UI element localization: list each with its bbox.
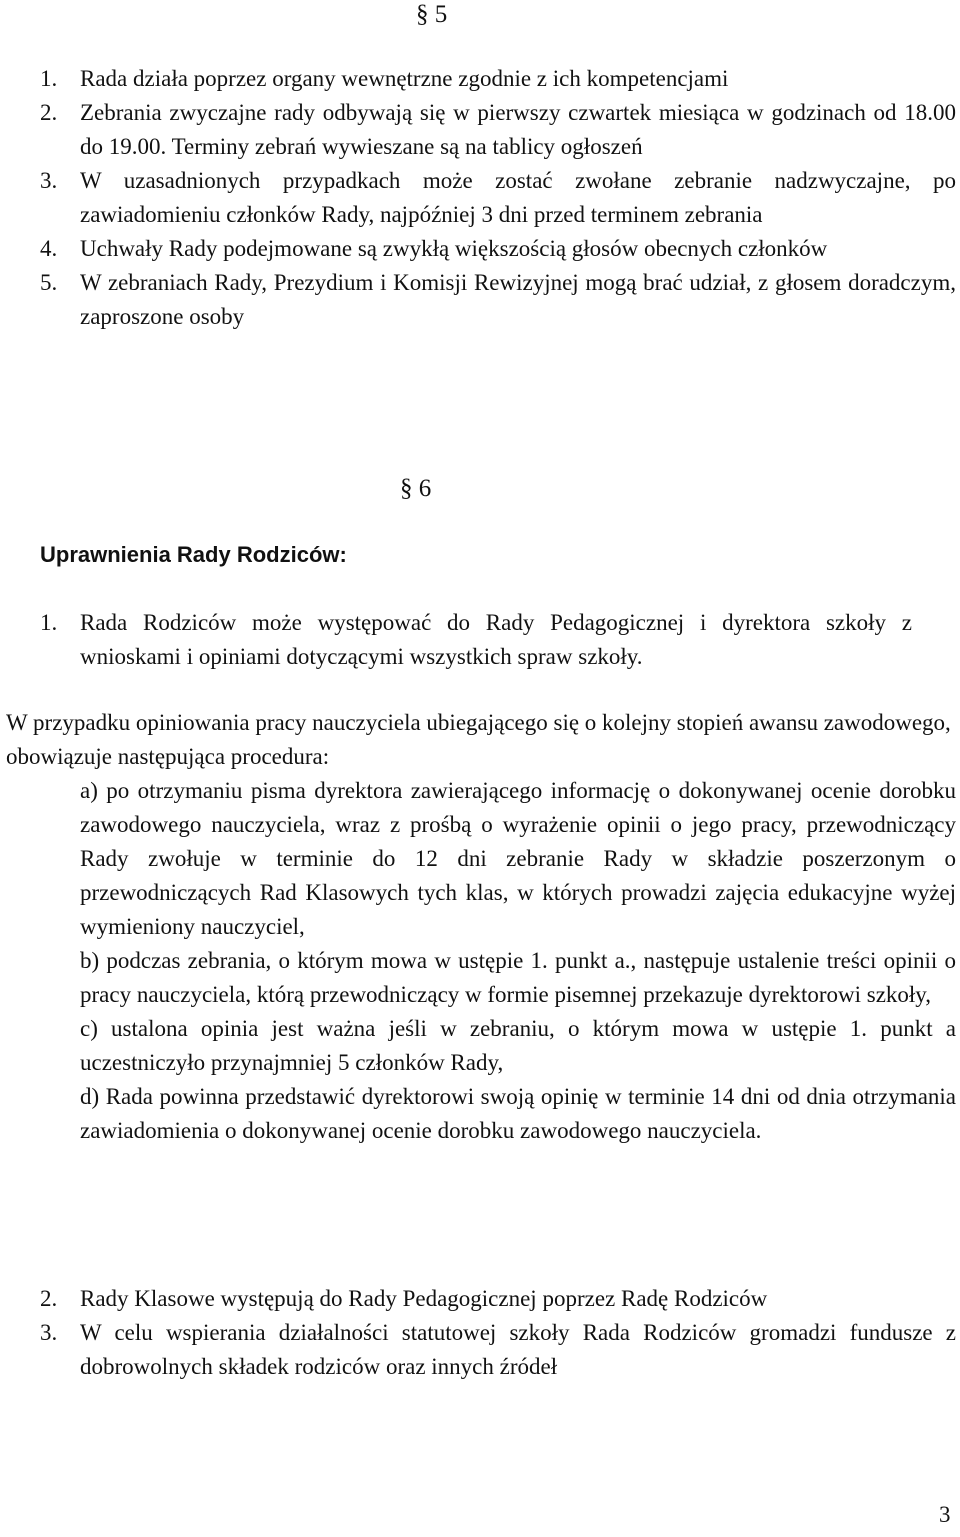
procedure-list (80, 774, 956, 1148)
item-text: W uzasadnionych przypadkach może zostać zwołane zebranie nadzwyczajne, po zawiadomieniu członków Rady, najpóźniej 3 dni przed terminem zebrania (80, 168, 956, 227)
item-number: 3. (40, 1320, 58, 1345)
list-item (40, 96, 956, 164)
procedure-item: d) Rada powinna przedstawić dyrektorowi swoją opinię w terminie 14 dni od dnia otrzymania zawiadomienia o dokonywanej ocenie dorobku zawodowego nauczyciela. (80, 1084, 956, 1143)
list-item (40, 266, 956, 334)
item-text: W zebraniach Rady, Prezydium i Komisji Rewizyjnej mogą brać udział, z głosem doradczym, zaproszone osoby (80, 270, 956, 329)
section-6-list-part2 (40, 1282, 956, 1384)
item-text: Zebrania zwyczajne rady odbywają się w pierwszy czwartek miesiąca w godzinach od 18.00 do 19.00. Terminy zebrań wywieszane są na tablicy ogłoszeń (80, 100, 956, 159)
item-text: Rada Rodziców może występować do Rady Pedagogicznej i dyrektora szkoły z wnioskami i opiniami dotyczącymi wszystkich spraw szkoły. (80, 610, 912, 669)
list-item (40, 606, 912, 674)
item-text: Uchwały Rady podejmowane są zwykłą większością głosów obecnych członków (80, 236, 828, 261)
procedure-item: c) ustalona opinia jest ważna jeśli w zebraniu, o którym mowa w ustępie 1. punkt a uczestniczyło przynajmniej 5 członków Rady, (80, 1016, 956, 1075)
item-number: 1. (40, 66, 58, 91)
item-text: W celu wspierania działalności statutowej szkoły Rada Rodziców gromadzi fundusze z dobrowolnych składek rodziców oraz innych źródeł (80, 1320, 956, 1379)
item-number: 4. (40, 236, 58, 261)
section-5-mark: § 5 (416, 1, 448, 28)
list-item (40, 1282, 956, 1316)
list-item (40, 232, 956, 266)
item-number: 1. (40, 610, 58, 635)
procedure-intro: W przypadku opiniowania pracy nauczyciela ubiegającego się o kolejny stopień awansu zawodowego, obowiązuje następująca procedura: (6, 710, 951, 769)
item-number: 3. (40, 168, 58, 193)
list-item (40, 1316, 956, 1384)
section-heading: Uprawnienia Rady Rodziców: (40, 542, 347, 567)
item-number: 2. (40, 1286, 58, 1311)
item-number: 5. (40, 270, 58, 295)
item-text: Rada działa poprzez organy wewnętrzne zgodnie z ich kompetencjami (80, 66, 729, 91)
list-item (40, 62, 956, 96)
page-number: 3 (939, 1502, 951, 1527)
item-number: 2. (40, 100, 58, 125)
list-item (40, 164, 956, 232)
section-5-list (40, 62, 956, 334)
section-6-mark: § 6 (400, 475, 432, 502)
item-text: Rady Klasowe występują do Rady Pedagogicznej poprzez Radę Rodziców (80, 1286, 768, 1311)
procedure-item: a) po otrzymaniu pisma dyrektora zawierającego informację o dokonywanej ocenie dorobku zawodowego nauczyciela, wraz z prośbą o wyrażenie opinii o jego pracy, przewodniczący Rady zwołuje w terminie do 12 dni zebranie Rady w składzie poszerzonym o przewodniczących Rad Klasowych tych klas, w których prowadzi zajęcia edukacyjne wyżej wymieniony nauczyciel, (80, 778, 956, 939)
section-6-list-part1 (40, 606, 912, 674)
procedure-item: b) podczas zebrania, o którym mowa w ustępie 1. punkt a., następuje ustalenie treści opinii o pracy nauczyciela, którą przewodniczący w formie pisemnej przekazuje dyrektorowi szkoły, (80, 948, 956, 1007)
